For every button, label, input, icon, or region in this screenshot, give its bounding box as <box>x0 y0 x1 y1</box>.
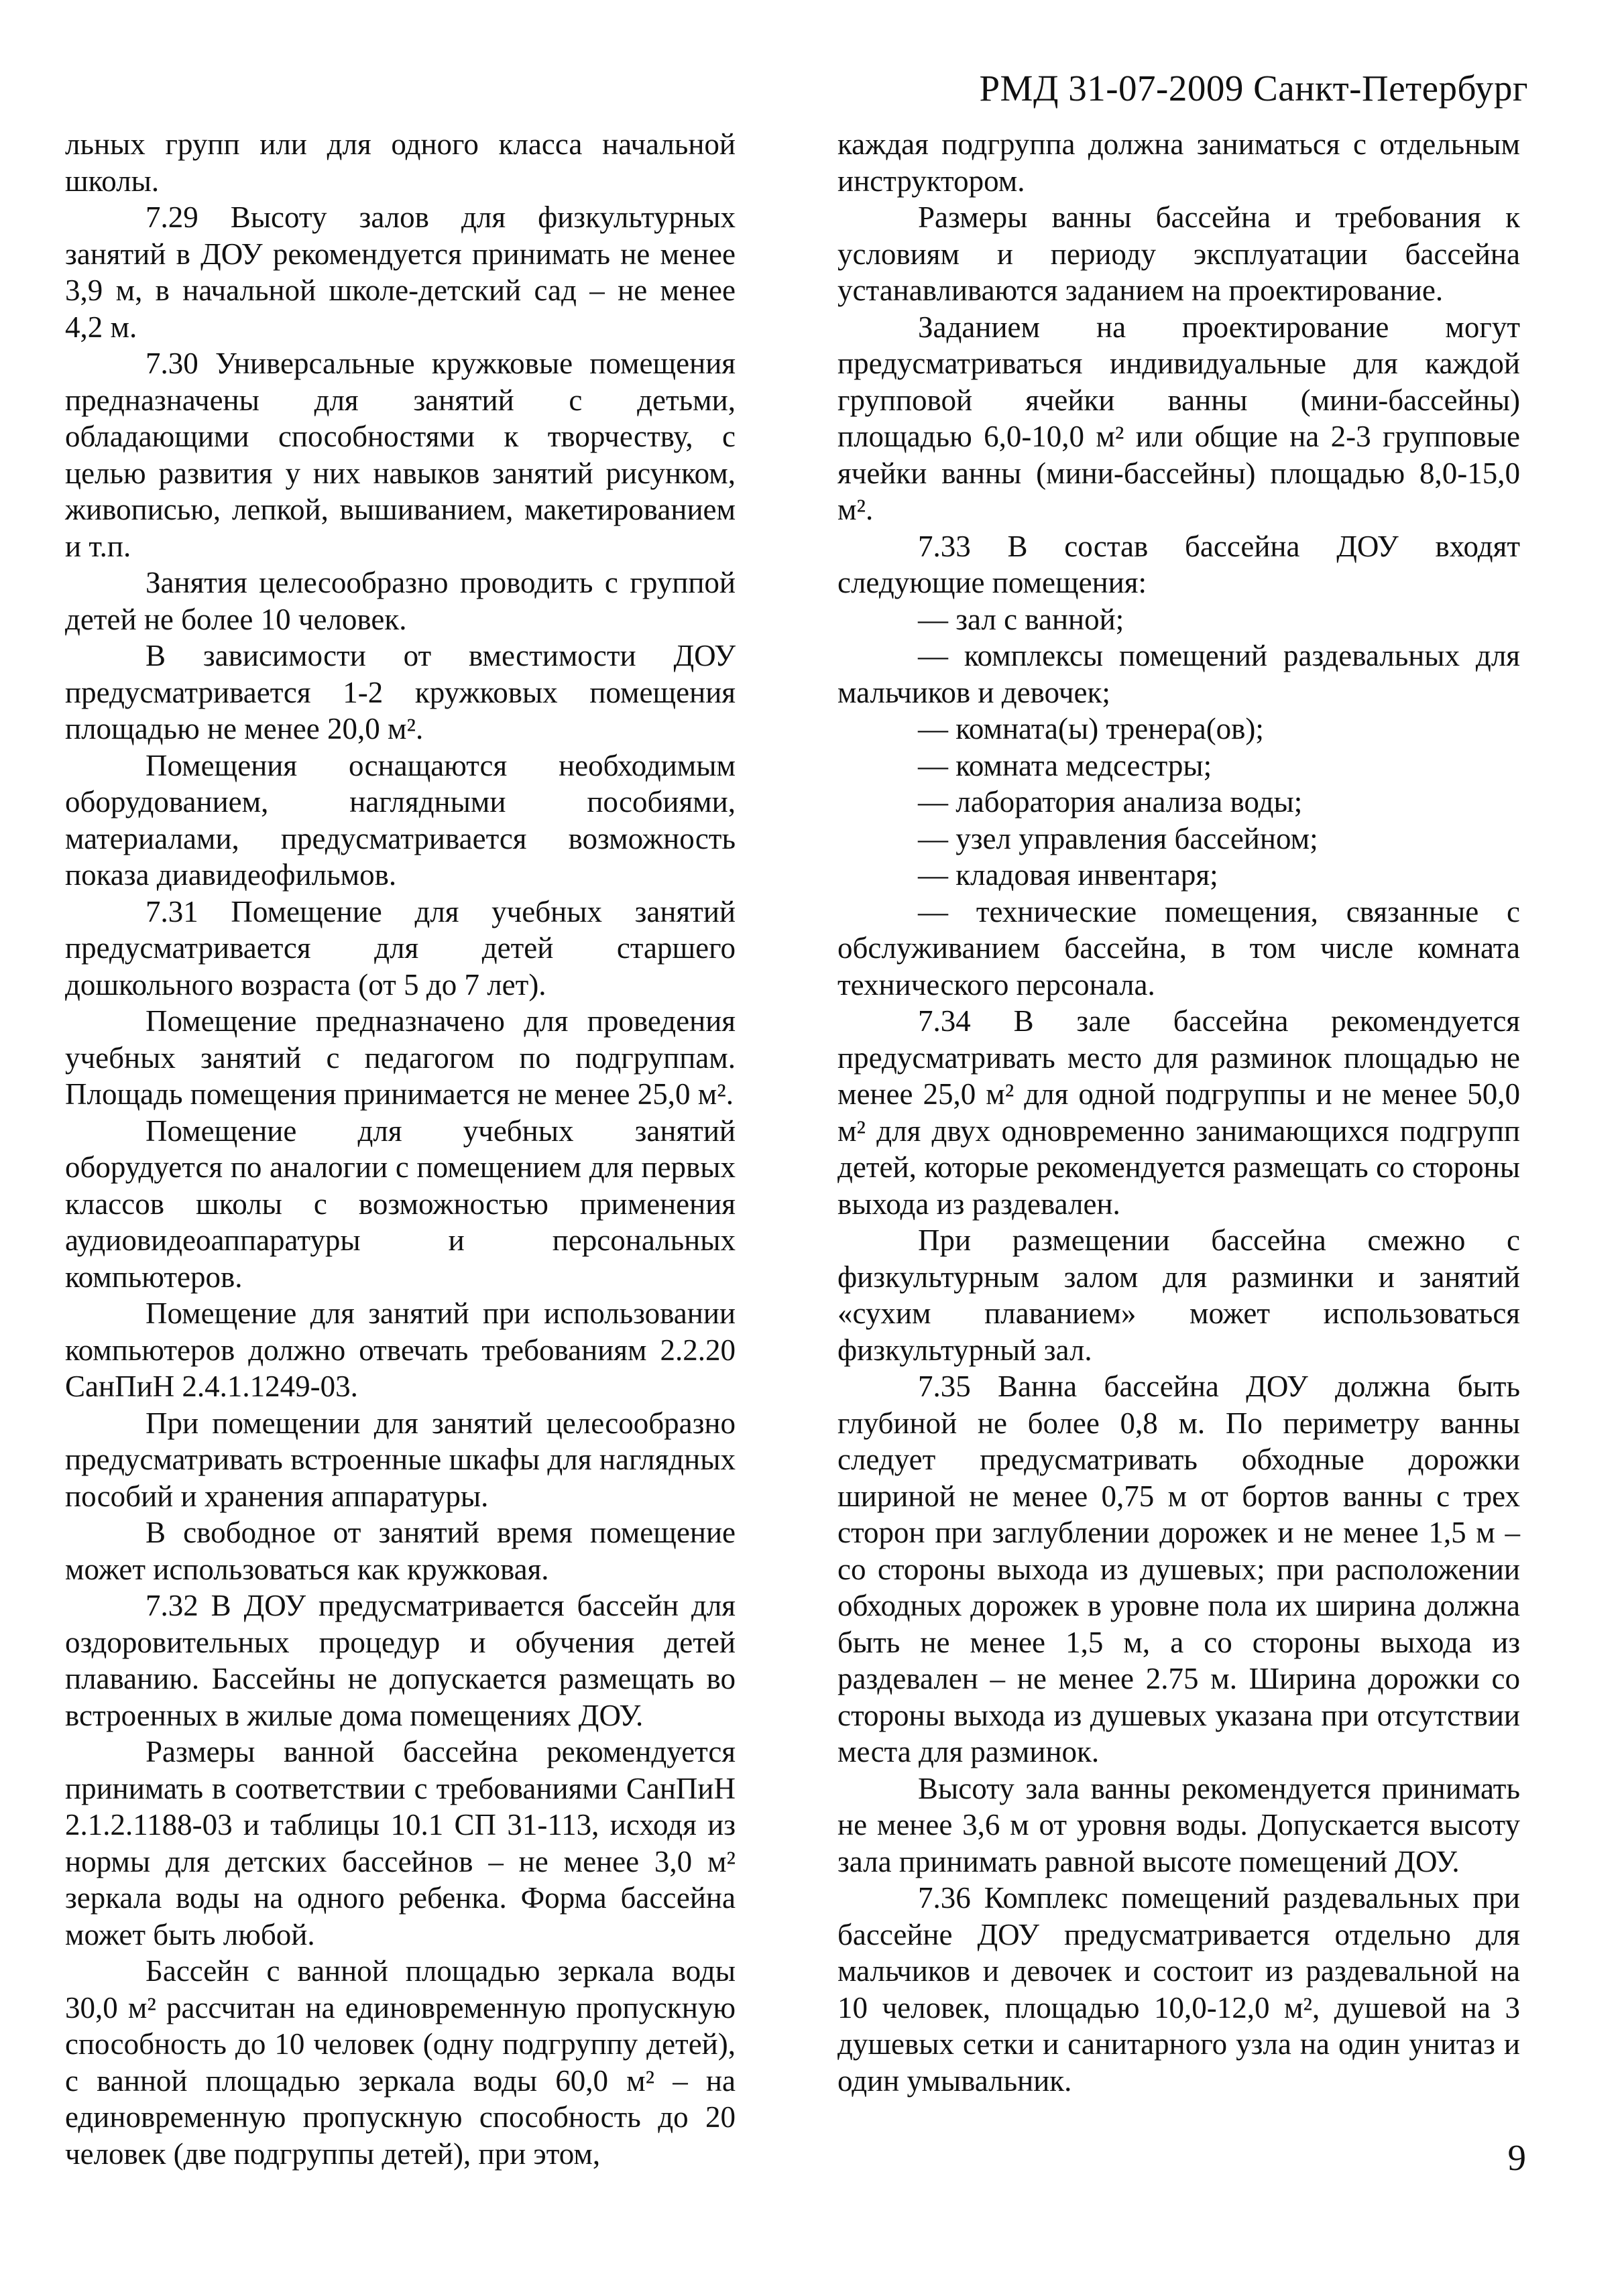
paragraph: Помещение для занятий при использовании компьютеров должно отвечать требованиям 2.2.20 СанПиН 2.4.1.1249-03. <box>65 1296 736 1403</box>
paragraph: Занятия целесообразно проводить с группой детей не более 10 человек. <box>65 566 736 636</box>
paragraph: При размещении бассейна смежно с физкультурным залом для разминки и занятий «сухим плаванием» может использоваться физкультурный зал. <box>837 1223 1520 1367</box>
paragraph: — комплексы помещений раздевальных для мальчиков и девочек; <box>837 639 1520 709</box>
paragraph: — зал с ванной; <box>918 602 1124 636</box>
paragraph: В зависимости от вместимости ДОУ предусматривается 1-2 кружковых помещения площадью не менее 20,0 м². <box>65 639 736 745</box>
page-number: 9 <box>1507 2137 1526 2178</box>
paragraph: 7.32 В ДОУ предусматривается бассейн для оздоровительных процедур и обучения детей плаванию. Бассейны не допускается размещать во встроенных в жилые дома помещениях ДОУ. <box>65 1589 736 1732</box>
left-column <box>65 126 736 2172</box>
paragraph: 7.31 Помещение для учебных занятий предусматривается для детей старшего дошкольного возраста (от 5 до 7 лет). <box>65 894 736 1002</box>
paragraph: — комната медсестры; <box>918 748 1212 782</box>
paragraph: Бассейн с ванной площадью зеркала воды 30,0 м² рассчитан на единовременную пропускную способность до 10 человек (одну подгруппу детей), с ванной площадью зеркала воды 60,0 м² – на единовременную пропускную способность до 20 человек (две подгруппы детей), при этом, <box>65 1954 736 2171</box>
right-column <box>837 126 1520 2099</box>
paragraph: — узел управления бассейном; <box>918 821 1318 855</box>
paragraph: Размеры ванны бассейна и требования к условиям и периоду эксплуатации бассейна устанавливаются заданием на проектирование. <box>837 200 1520 307</box>
paragraph: 7.33 В состав бассейна ДОУ входят следующие помещения: <box>837 529 1520 599</box>
paragraph: 7.30 Универсальные кружковые помещения предназначены для занятий с детьми, обладающими способностями к творчеству, с целью развития у них навыков занятий рисунком, живописью, лепкой, вышиванием, макетированием и т.п. <box>65 347 736 563</box>
document-header: РМД 31-07-2009 Санкт-Петербург <box>979 68 1528 109</box>
paragraph: При помещении для занятий целесообразно предусматривать встроенные шкафы для наглядных пособий и хранения аппаратуры. <box>65 1406 736 1513</box>
paragraph: 7.36 Комплекс помещений раздевальных при бассейне ДОУ предусматривается отдельно для мальчиков и девочек и состоит из раздевальной на 10 человек, площадью 10,0-12,0 м², душевой на 3 душевых сетки и санитарного узла на один унитаз и один умывальник. <box>837 1881 1520 2098</box>
paragraph: Помещение предназначено для проведения учебных занятий с педагогом по подгруппам. Площадь помещения принимается не менее 25,0 м². <box>65 1004 736 1111</box>
paragraph: — кладовая инвентаря; <box>918 858 1218 892</box>
paragraph: Помещения оснащаются необходимым оборудованием, наглядными пособиями, материалами, предусматривается возможность показа диавидеофильмов. <box>65 748 736 892</box>
paragraph: каждая подгруппа должна заниматься с отдельным инструктором. <box>837 127 1520 198</box>
paragraph: — комната(ы) тренера(ов); <box>918 712 1264 745</box>
paragraph: льных групп или для одного класса начальной школы. <box>65 127 736 198</box>
paragraph: Высоту зала ванны рекомендуется принимать не менее 3,6 м от уровня воды. Допускается высоту зала принимать равной высоте помещений ДОУ. <box>837 1771 1520 1878</box>
paragraph: Размеры ванной бассейна рекомендуется принимать в соответствии с требованиями СанПиН 2.1.2.1188-03 и таблицы 10.1 СП 31-113, исходя из нормы для детских бассейнов – не менее 3,0 м² зеркала воды на одного ребенка. Форма бассейна может быть любой. <box>65 1735 736 1951</box>
paragraph: 7.34 В зале бассейна рекомендуется предусматривать место для разминок площадью не менее 25,0 м² для одной подгруппы и не менее 50,0 м² для двух одновременно занимающихся подгрупп детей, которые рекомендуется размещать со стороны выхода из раздевален. <box>837 1004 1520 1221</box>
paragraph: — лаборатория анализа воды; <box>918 785 1303 819</box>
paragraph: Помещение для учебных занятий оборудуется по аналогии с помещением для первых классов школы с возможностью применения аудиовидеоаппаратуры и персональных компьютеров. <box>65 1113 736 1294</box>
paragraph: В свободное от занятий время помещение может использоваться как кружковая. <box>65 1516 736 1586</box>
paragraph: 7.35 Ванна бассейна ДОУ должна быть глубиной не более 0,8 м. По периметру ванны следует предусматривать обходные дорожки шириной не менее 0,75 м от бортов ванны с трех сторон при заглублении дорожек и не менее 1,5 м – со стороны выхода из душевых; при расположении обходных дорожек в уровне пола их ширина должна быть не менее 1,5 м, а со стороны выхода из раздевален – не менее 2.75 м. Ширина дорожки со стороны выхода из душевых указана при отсутствии места для разминок. <box>837 1370 1520 1768</box>
paragraph: Заданием на проектирование могут предусматриваться индивидуальные для каждой групповой ячейки ванны (мини-бассейны) площадью 6,0-10,0 м² или общие на 2-3 групповые ячейки ванны (мини-бассейны) площадью 8,0-15,0 м². <box>837 310 1520 526</box>
paragraph: 7.29 Высоту залов для физкультурных занятий в ДОУ рекомендуется принимать не менее 3,9 м, в начальной школе-детский сад – не менее 4,2 м. <box>65 200 736 344</box>
paragraph: — технические помещения, связанные с обслуживанием бассейна, в том числе комната технического персонала. <box>837 894 1520 1002</box>
